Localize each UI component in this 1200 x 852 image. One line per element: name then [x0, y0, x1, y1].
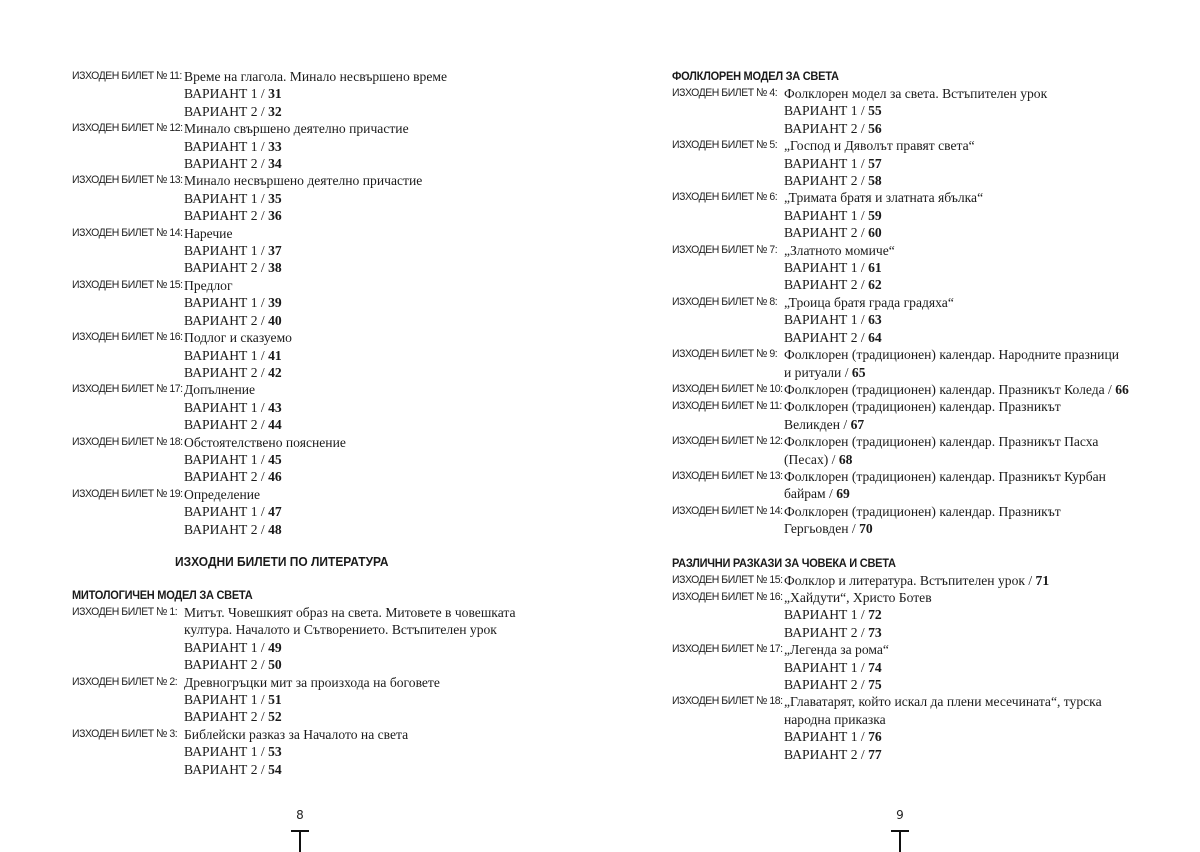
variant-page: 33 — [268, 138, 282, 154]
ticket-title-line2: Гергьовден / — [784, 521, 860, 537]
ticket-title[interactable] — [784, 294, 954, 311]
variant-page: 73 — [868, 624, 882, 640]
ticket-title[interactable] — [184, 434, 346, 451]
ticket-title[interactable] — [184, 726, 408, 743]
ticket-title-line2: култура. Началото и Сътворението. Встъпителен урок — [184, 622, 497, 638]
ticket-label: ИЗХОДЕН БИЛЕТ № 9: — [672, 348, 778, 361]
variant-page: 63 — [868, 312, 882, 328]
ticket-title[interactable] — [184, 277, 233, 294]
ticket-title[interactable] — [784, 346, 1119, 363]
variant-page: 75 — [868, 677, 882, 692]
ticket-row — [672, 572, 1142, 589]
variant-link[interactable] — [72, 503, 542, 520]
variant-link[interactable] — [72, 294, 542, 311]
variant-page: 34 — [268, 156, 282, 172]
variant-link[interactable] — [672, 746, 1142, 763]
variant-page: 32 — [268, 103, 282, 119]
ticket-row — [72, 434, 542, 451]
variant-page: 62 — [868, 277, 882, 293]
ticket-row — [72, 674, 542, 691]
ticket-row — [72, 172, 542, 189]
ticket-label: ИЗХОДЕН БИЛЕТ № 13: — [672, 469, 783, 482]
ticket-label: ИЗХОДЕН БИЛЕТ № 6: — [672, 191, 778, 204]
ticket-title-line2: Великден / — [784, 416, 851, 432]
variant-label: ВАРИАНТ 1 / — [184, 451, 269, 467]
variant-page: 61 — [868, 260, 882, 276]
variant-link[interactable] — [672, 207, 1142, 224]
ticket-title-continued — [72, 621, 542, 638]
ticket-title-continued — [672, 485, 1142, 502]
variant-label: ВАРИАНТ 2 / — [184, 312, 269, 328]
ticket-page: 69 — [836, 486, 850, 502]
ticket-title[interactable] — [184, 329, 292, 346]
variant-label: ВАРИАНТ 1 / — [784, 312, 869, 328]
ticket-title-text: Митът. Човешкият образ на света. Митовете в човешката — [184, 604, 516, 620]
variant-label: ВАРИАНТ 1 / — [784, 729, 869, 745]
ticket-label: ИЗХОДЕН БИЛЕТ № 18: — [72, 435, 183, 448]
variant-link[interactable] — [672, 259, 1142, 276]
variant-label: ВАРИАНТ 1 / — [784, 607, 869, 623]
page-number: 8 — [296, 808, 304, 822]
variant-link[interactable] — [72, 468, 542, 485]
ticket-title[interactable] — [784, 468, 1106, 485]
variant-label: ВАРИАНТ 2 / — [784, 677, 869, 692]
ticket-title[interactable] — [784, 589, 932, 606]
page-marker-icon — [891, 830, 909, 852]
ticket-label: ИЗХОДЕН БИЛЕТ № 11: — [72, 70, 182, 82]
ticket-row — [672, 641, 1142, 658]
variant-page: 64 — [868, 329, 882, 345]
spacer — [672, 538, 1142, 555]
variant-page: 47 — [268, 504, 282, 520]
ticket-page: 66 — [1115, 381, 1129, 397]
variant-link[interactable] — [72, 207, 542, 224]
page-marker-icon — [291, 830, 309, 852]
ticket-label: ИЗХОДЕН БИЛЕТ № 5: — [672, 139, 778, 152]
section-title: МИТОЛОГИЧЕН МОДЕЛ ЗА СВЕТА — [72, 587, 253, 602]
ticket-title[interactable] — [784, 381, 1129, 398]
variant-page: 77 — [868, 746, 882, 762]
variant-link[interactable] — [72, 347, 542, 364]
variant-page: 36 — [268, 208, 282, 224]
variant-page: 48 — [268, 521, 282, 537]
variant-label: ВАРИАНТ 2 / — [784, 624, 869, 640]
section-title: РАЗЛИЧНИ РАЗКАЗИ ЗА ЧОВЕКА И СВЕТА — [672, 555, 896, 570]
variant-label: ВАРИАНТ 2 / — [184, 417, 269, 433]
ticket-label: ИЗХОДЕН БИЛЕТ № 14: — [72, 226, 183, 239]
variant-link[interactable] — [72, 364, 542, 381]
variant-page: 59 — [868, 207, 882, 223]
variant-link[interactable] — [672, 102, 1142, 119]
variant-page: 41 — [268, 347, 282, 363]
variant-link[interactable] — [72, 656, 542, 673]
ticket-page: 71 — [1035, 572, 1050, 588]
variant-link[interactable] — [672, 329, 1142, 346]
variant-link[interactable] — [72, 259, 542, 276]
ticket-row — [672, 693, 1142, 710]
variant-label: ВАРИАНТ 1 / — [184, 744, 269, 760]
ticket-title[interactable] — [784, 137, 975, 154]
variant-label: ВАРИАНТ 2 / — [784, 746, 869, 762]
variant-page: 51 — [268, 692, 282, 707]
variant-label: ВАРИАНТ 1 / — [184, 86, 269, 102]
ticket-label: ИЗХОДЕН БИЛЕТ № 13: — [72, 174, 183, 187]
variant-page: 42 — [268, 364, 282, 380]
variant-label: ВАРИАНТ 2 / — [184, 709, 269, 725]
variant-label: ВАРИАНТ 1 / — [184, 295, 269, 311]
ticket-title-text: Фолклорен (традиционен) календар. Празникът — [784, 399, 1061, 415]
section-title: ФОЛКЛОРЕН МОДЕЛ ЗА СВЕТА — [672, 69, 839, 83]
ticket-title[interactable] — [784, 398, 1061, 415]
variant-page: 35 — [268, 190, 282, 206]
ticket-title-text: Време на глагола. Минало несвършено време — [184, 69, 448, 84]
ticket-row — [672, 294, 1142, 311]
variant-link[interactable] — [672, 224, 1142, 241]
page-number: 9 — [896, 808, 904, 822]
ticket-label: ИЗХОДЕН БИЛЕТ № 18: — [672, 695, 783, 708]
variant-link[interactable] — [72, 451, 542, 468]
variant-link[interactable] — [672, 120, 1142, 137]
variant-page: 44 — [268, 417, 282, 433]
variant-label: ВАРИАНТ 1 / — [184, 399, 269, 415]
variant-page: 37 — [268, 243, 282, 259]
ticket-title-text: „Тримата братя и златната ябълка“ — [784, 190, 984, 206]
ticket-title-continued — [672, 520, 1142, 537]
ticket-label: ИЗХОДЕН БИЛЕТ № 11: — [672, 400, 782, 413]
ticket-title[interactable] — [784, 693, 1102, 710]
variant-link[interactable] — [72, 743, 542, 760]
ticket-row — [672, 85, 1142, 102]
ticket-title[interactable] — [184, 674, 440, 691]
ticket-title[interactable] — [184, 120, 409, 137]
ticket-title-text: Наречие — [184, 225, 233, 241]
ticket-title-text: Фолклорен (традиционен) календар. Празникът Курбан — [784, 468, 1106, 484]
ticket-title-text: Древногръцки мит за произхода на боговете — [184, 674, 440, 690]
variant-page: 45 — [268, 451, 282, 467]
ticket-row — [72, 225, 542, 242]
ticket-title-text: Фолклорен (традиционен) календар. Празникът Пасха — [784, 434, 1099, 450]
ticket-title-text: „Троица братя града градяха“ — [784, 294, 954, 310]
ticket-title-text: Фолклорен модел за света. Встъпителен урок — [784, 86, 1048, 101]
variant-link[interactable] — [672, 155, 1142, 172]
variant-link[interactable] — [672, 276, 1142, 293]
ticket-label: ИЗХОДЕН БИЛЕТ № 17: — [72, 383, 183, 396]
ticket-title-line2: (Песах) / — [784, 451, 839, 467]
ticket-page: 70 — [859, 521, 873, 537]
ticket-title[interactable] — [784, 189, 983, 206]
ticket-row — [672, 503, 1142, 520]
variant-label: ВАРИАНТ 1 / — [784, 659, 869, 675]
ticket-title-text: Обстоятелствено пояснение — [184, 434, 346, 450]
ticket-title-text: Фолклорен (традиционен) календар. Празникът Коледа / — [784, 381, 1116, 397]
ticket-row — [672, 381, 1142, 398]
ticket-title-text: Подлог и сказуемо — [184, 330, 292, 346]
ticket-title-text: Предлог — [184, 277, 233, 293]
variant-label: ВАРИАНТ 2 / — [184, 260, 269, 276]
variant-link[interactable] — [72, 242, 542, 259]
variant-label: ВАРИАНТ 2 / — [184, 657, 269, 673]
ticket-page: 65 — [851, 364, 866, 380]
ticket-title-text: Определение — [184, 486, 261, 502]
variant-label: ВАРИАНТ 2 / — [784, 277, 869, 293]
ticket-title-text: „Златното момиче“ — [784, 242, 895, 258]
ticket-row — [72, 68, 542, 85]
variant-link[interactable] — [72, 138, 542, 155]
ticket-label: ИЗХОДЕН БИЛЕТ № 19: — [72, 487, 183, 500]
variant-label: ВАРИАНТ 2 / — [784, 120, 869, 136]
variant-link[interactable] — [72, 399, 542, 416]
right-page — [600, 0, 1200, 852]
variant-page: 31 — [268, 86, 282, 102]
variant-label: ВАРИАНТ 2 / — [184, 761, 269, 777]
variant-page: 52 — [268, 709, 282, 725]
variant-link[interactable] — [672, 676, 1142, 693]
ticket-title[interactable] — [184, 604, 516, 621]
ticket-page: 68 — [838, 451, 853, 467]
ticket-label: ИЗХОДЕН БИЛЕТ № 12: — [72, 122, 183, 135]
ticket-row — [672, 137, 1142, 154]
ticket-label: ИЗХОДЕН БИЛЕТ № 14: — [672, 504, 783, 517]
ticket-row — [72, 120, 542, 137]
ticket-title-continued — [672, 711, 1142, 728]
variant-label: ВАРИАНТ 1 / — [184, 504, 269, 520]
ticket-title[interactable] — [184, 68, 447, 85]
variant-link[interactable] — [72, 312, 542, 329]
variant-link[interactable] — [72, 639, 542, 656]
variant-page: 49 — [268, 639, 282, 655]
ticket-row — [672, 189, 1142, 206]
variant-page: 43 — [268, 399, 282, 415]
variant-link[interactable] — [72, 761, 542, 778]
variant-label: ВАРИАНТ 2 / — [784, 329, 869, 345]
ticket-row — [72, 329, 542, 346]
variant-link[interactable] — [672, 624, 1142, 641]
ticket-label: ИЗХОДЕН БИЛЕТ № 15: — [672, 573, 783, 586]
variant-label: ВАРИАНТ 1 / — [784, 155, 869, 171]
ticket-title-continued — [672, 451, 1142, 468]
variant-page: 38 — [268, 260, 282, 276]
ticket-title[interactable] — [184, 172, 422, 189]
ticket-title-text: Фолклорен (традиционен) календар. Празникът — [784, 503, 1061, 519]
ticket-label: ИЗХОДЕН БИЛЕТ № 16: — [672, 590, 783, 603]
ticket-row — [72, 381, 542, 398]
variant-page: 60 — [868, 225, 882, 241]
variant-page: 74 — [868, 659, 882, 675]
variant-label: ВАРИАНТ 2 / — [784, 225, 869, 241]
variant-label: ВАРИАНТ 2 / — [184, 364, 269, 380]
ticket-label: ИЗХОДЕН БИЛЕТ № 8: — [672, 295, 778, 308]
ticket-title[interactable] — [184, 486, 260, 503]
ticket-title-text: Допълнение — [184, 382, 256, 398]
ticket-title-continued — [672, 364, 1142, 381]
variant-link[interactable] — [672, 172, 1142, 189]
variant-link[interactable] — [72, 103, 542, 120]
ticket-row — [672, 398, 1142, 415]
ticket-title[interactable] — [784, 572, 1049, 589]
ticket-label: ИЗХОДЕН БИЛЕТ № 2: — [72, 675, 178, 688]
variant-label: ВАРИАНТ 1 / — [784, 103, 869, 119]
ticket-label: ИЗХОДЕН БИЛЕТ № 3: — [72, 727, 178, 740]
variant-page: 46 — [268, 469, 282, 485]
ticket-page: 67 — [850, 416, 865, 432]
ticket-title-text: Фолклорен (традиционен) календар. Народните празници — [784, 347, 1119, 363]
variant-label: ВАРИАНТ 1 / — [184, 190, 269, 206]
variant-page: 72 — [868, 607, 882, 623]
left-toc — [72, 68, 542, 778]
variant-link[interactable] — [72, 416, 542, 433]
variant-label: ВАРИАНТ 1 / — [184, 243, 269, 259]
variant-page: 58 — [868, 173, 882, 189]
ticket-title-line2: народна приказка — [784, 711, 886, 727]
variant-label: ВАРИАНТ 1 / — [184, 138, 269, 154]
ticket-row — [672, 346, 1142, 363]
variant-page: 54 — [268, 761, 282, 777]
ticket-row — [72, 277, 542, 294]
variant-label: ВАРИАНТ 2 / — [184, 156, 269, 172]
variant-page: 57 — [868, 155, 882, 171]
variant-link[interactable] — [72, 691, 542, 708]
variant-link[interactable] — [72, 708, 542, 725]
variant-label: ВАРИАНТ 1 / — [184, 347, 269, 363]
ticket-title[interactable] — [784, 503, 1061, 520]
ticket-title[interactable] — [184, 225, 233, 242]
variant-link[interactable] — [672, 311, 1142, 328]
ticket-title-text: „Господ и Дяволът правят света“ — [784, 138, 975, 154]
variant-link[interactable] — [672, 606, 1142, 623]
ticket-title[interactable] — [184, 381, 255, 398]
variant-link[interactable] — [72, 521, 542, 538]
ticket-title[interactable] — [784, 85, 1047, 102]
variant-label: ВАРИАНТ 1 / — [784, 260, 869, 276]
ticket-row — [672, 433, 1142, 450]
variant-link[interactable] — [72, 85, 542, 102]
variant-label: ВАРИАНТ 2 / — [184, 469, 269, 485]
variant-label: ВАРИАНТ 1 / — [784, 207, 869, 223]
variant-page: 40 — [268, 312, 282, 328]
ticket-title-text: „Главатарят, който искал да плени месечината“, турска — [784, 694, 1102, 710]
ticket-title-text: „Хайдути“, Христо Ботев — [784, 589, 932, 605]
ticket-title-line2: байрам / — [784, 486, 837, 502]
ticket-label: ИЗХОДЕН БИЛЕТ № 1: — [72, 605, 178, 618]
ticket-row — [672, 468, 1142, 485]
ticket-title[interactable] — [784, 433, 1098, 450]
main-title: ИЗХОДНИ БИЛЕТИ ПО ЛИТЕРАТУРА — [175, 553, 389, 569]
ticket-title[interactable] — [784, 242, 895, 259]
ticket-title-text: Минало несвършено деятелно причастие — [184, 173, 423, 189]
variant-label: ВАРИАНТ 2 / — [184, 521, 269, 537]
ticket-title-text: Библейски разказ за Началото на света — [184, 726, 409, 742]
ticket-label: ИЗХОДЕН БИЛЕТ № 12: — [672, 435, 783, 448]
ticket-title-text: Фолклор и литература. Встъпителен урок / — [784, 572, 1036, 588]
ticket-row — [672, 589, 1142, 606]
ticket-row — [72, 604, 542, 621]
ticket-label: ИЗХОДЕН БИЛЕТ № 7: — [672, 243, 778, 256]
ticket-row — [72, 726, 542, 743]
variant-page: 76 — [868, 729, 882, 745]
ticket-label: ИЗХОДЕН БИЛЕТ № 15: — [72, 278, 183, 291]
right-toc — [672, 68, 1142, 763]
ticket-title-text: „Легенда за рома“ — [784, 642, 889, 658]
variant-link[interactable] — [72, 190, 542, 207]
variant-page: 53 — [268, 744, 282, 760]
ticket-row — [672, 242, 1142, 259]
variant-page: 50 — [268, 657, 282, 673]
variant-label: ВАРИАНТ 2 / — [184, 103, 269, 119]
ticket-title-continued — [672, 416, 1142, 433]
variant-page: 39 — [268, 295, 282, 311]
ticket-label: ИЗХОДЕН БИЛЕТ № 16: — [72, 331, 183, 344]
ticket-row — [72, 486, 542, 503]
ticket-label: ИЗХОДЕН БИЛЕТ № 10: — [672, 382, 783, 395]
ticket-label: ИЗХОДЕН БИЛЕТ № 4: — [672, 87, 778, 99]
variant-link[interactable] — [672, 728, 1142, 745]
variant-label: ВАРИАНТ 1 / — [184, 639, 269, 655]
ticket-title-text: Минало свършено деятелно причастие — [184, 121, 409, 137]
variant-link[interactable] — [72, 155, 542, 172]
ticket-label: ИЗХОДЕН БИЛЕТ № 17: — [672, 643, 783, 656]
ticket-title-line2: и ритуали / — [784, 364, 852, 380]
variant-page: 56 — [868, 120, 882, 136]
ticket-title[interactable] — [784, 641, 889, 658]
variant-label: ВАРИАНТ 2 / — [784, 173, 869, 189]
variant-label: ВАРИАНТ 1 / — [184, 692, 269, 707]
variant-link[interactable] — [672, 659, 1142, 676]
variant-label: ВАРИАНТ 2 / — [184, 208, 269, 224]
variant-page: 55 — [868, 103, 882, 119]
